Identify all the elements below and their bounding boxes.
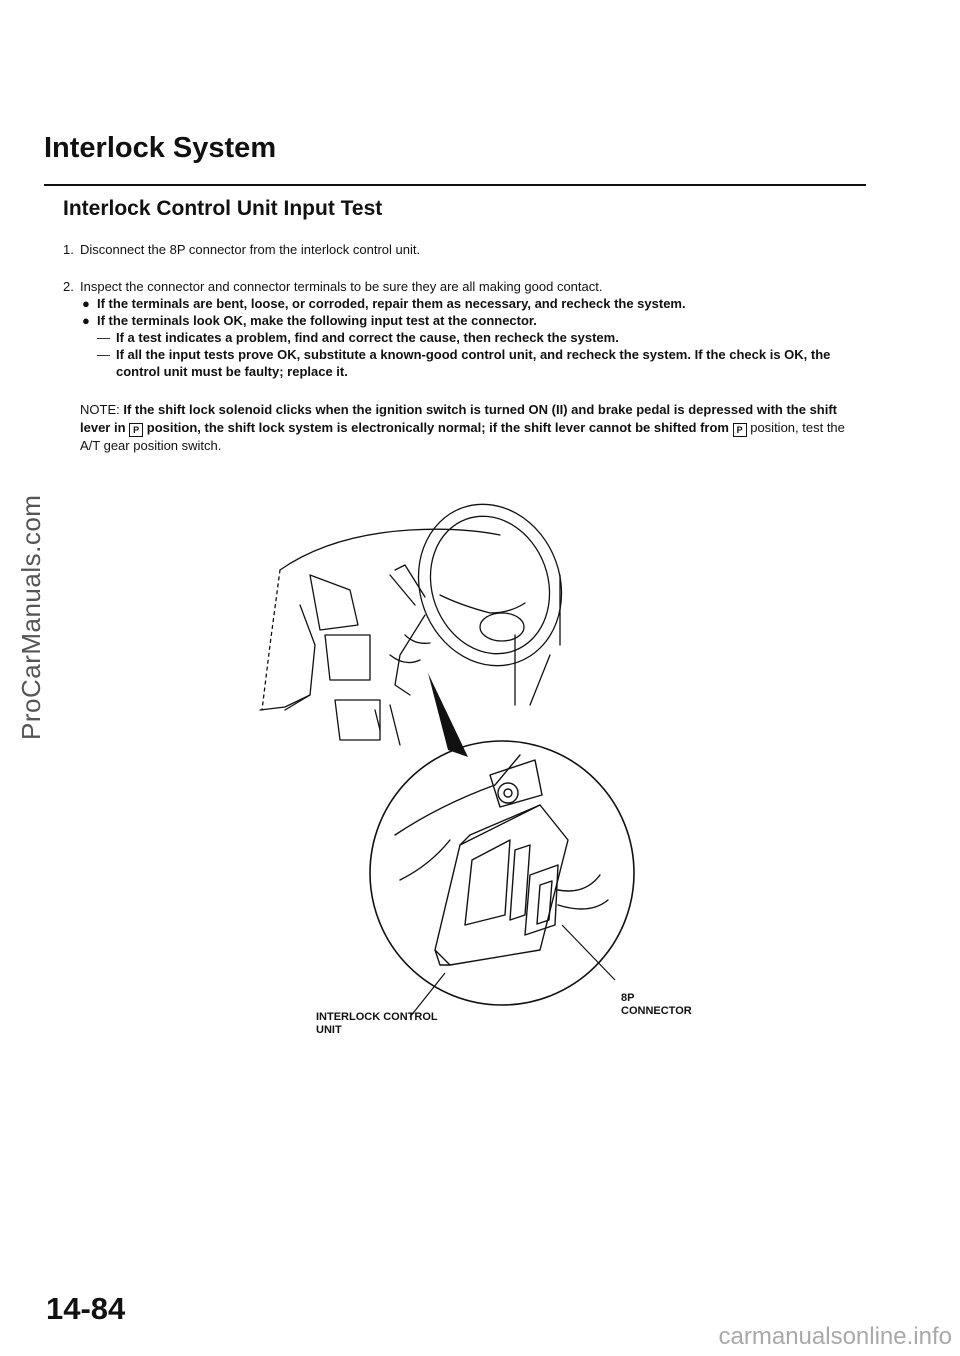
dash-text: If all the input tests prove OK, substitute a known-good control unit, and recheck the system. If the check is OK, the control unit must be faulty; replace it. — [116, 347, 831, 379]
note-paragraph — [80, 401, 855, 455]
bracket-upper — [395, 755, 520, 835]
note-lead: NOTE: — [80, 402, 124, 417]
turn-signal-stalk — [390, 575, 415, 605]
bullet-item — [80, 312, 863, 329]
bolt-center — [504, 789, 512, 797]
control-unit-body — [435, 805, 568, 965]
bullet-item — [80, 295, 863, 312]
connector-latch — [537, 881, 552, 924]
gauge-cluster — [310, 575, 358, 630]
note-text-1: If the shift lock solenoid clicks when the ignition switch is turned ON (II) and brake pedal is depressed with the shift lever in — [80, 402, 838, 435]
detail-circle — [370, 741, 634, 1005]
stalk-lever — [395, 565, 425, 597]
dash-text: If a test indicates a problem, find and correct the cause, then recheck the system. — [116, 330, 619, 345]
dashboard-top-line — [280, 529, 500, 570]
dash-icon: — — [97, 347, 110, 362]
wire-harness-lower — [558, 900, 608, 909]
step-text: Disconnect the 8P connector from the interlock control unit. — [80, 242, 421, 257]
steering-wheel-inner — [412, 499, 569, 670]
site-watermark: carmanualsonline.info — [718, 1323, 952, 1350]
step-number: 1. — [63, 242, 74, 257]
step-2 — [63, 278, 863, 295]
bullet-list — [63, 295, 863, 380]
bullet-text: If the terminals look OK, make the following input test at the connector. — [97, 313, 537, 328]
title-rule — [44, 184, 866, 186]
page-title: Interlock System — [44, 132, 277, 164]
brake-pedal — [335, 700, 380, 740]
park-position-icon: P — [733, 423, 747, 437]
section-title: Interlock Control Unit Input Test — [63, 197, 383, 220]
control-unit-label-line1: INTERLOCK CONTROL — [316, 1011, 438, 1023]
dash-list — [80, 329, 863, 380]
dash-panel — [325, 635, 370, 680]
side-watermark: ProCarManuals.com — [16, 494, 46, 740]
pedal-arm — [390, 705, 400, 745]
step-1 — [63, 241, 863, 258]
interlock-unit-illustration — [240, 495, 692, 1036]
steering-column — [395, 615, 425, 695]
control-unit-label-line2: UNIT — [316, 1024, 342, 1036]
dash-icon: — — [97, 330, 110, 345]
note-text-3: position, test the A/T gear position switch. — [80, 420, 845, 453]
dash-item — [97, 329, 863, 346]
mounting-bolt — [498, 783, 518, 803]
note-text-2: position, the shift lock system is electronically normal; if the shift lever cannot be shifted from — [143, 420, 733, 435]
instructions-step-2 — [63, 278, 863, 380]
control-unit-label — [316, 1011, 438, 1037]
steering-wheel-outer — [396, 495, 584, 686]
steering-hub-center — [480, 613, 524, 641]
page-number: 14-84 — [46, 1291, 126, 1326]
dashboard-left-line — [262, 570, 280, 710]
bracket-lower — [400, 840, 450, 880]
step-number: 2. — [63, 279, 74, 294]
detail-drawing — [395, 755, 608, 965]
key-cylinder — [390, 655, 420, 663]
connector-label: 8P CONNECTOR — [621, 992, 692, 1017]
floor-line — [260, 695, 310, 710]
dash-right-lower — [530, 655, 550, 705]
dash-item — [97, 346, 846, 380]
bullet-text: If the terminals are bent, loose, or corroded, repair them as necessary, and recheck the system. — [97, 296, 686, 311]
bullet-icon: ● — [82, 313, 90, 328]
step-text: Inspect the connector and connector terminals to be sure they are all making good contact. — [80, 279, 603, 294]
illustration-drawing — [240, 495, 660, 1030]
callout-pointer — [428, 673, 468, 757]
unit-face — [465, 840, 510, 925]
kick-panel — [285, 605, 315, 710]
accelerator-arm — [375, 710, 380, 730]
instructions — [63, 241, 863, 258]
wire-harness-upper — [558, 875, 600, 891]
park-position-icon: P — [129, 423, 143, 437]
bullet-icon: ● — [82, 296, 90, 311]
steering-hub — [440, 595, 525, 613]
